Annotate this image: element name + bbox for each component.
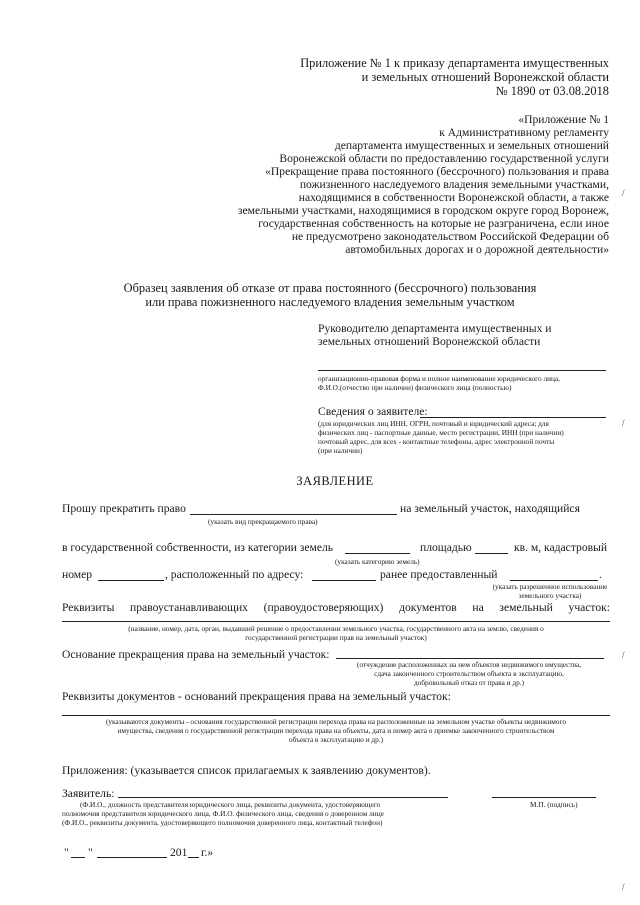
order-header-line2: и земельных отношений Воронежской области: [361, 70, 609, 84]
regulation-line: находящимися в собственности Воронежской области, а также: [298, 191, 609, 204]
applicant-hint4: (при наличии): [318, 446, 363, 455]
p2-area: площадью: [420, 541, 472, 554]
applicant-hint2: физических лиц - паспортные данные, место регистрации, ИНН (при наличии): [318, 428, 564, 437]
margin-mark: /: [622, 188, 625, 198]
p4-word: Реквизиты: [62, 601, 115, 614]
p3-hint1: (указать разрешенное использование: [492, 582, 608, 591]
p4-hint: [62, 624, 610, 642]
regulation-line: государственная собственность на которые не разграничена, если иное: [258, 217, 609, 230]
applicant-info-label: Сведения о заявителе:: [318, 405, 428, 418]
p2-start: в государственной собственности, из категории земель: [62, 541, 334, 554]
margin-mark: /: [622, 882, 625, 892]
p3-mid: , расположенный по адресу:: [165, 568, 304, 581]
p1-hint: (указать вид прекращаемого права): [208, 517, 318, 526]
addressee: [318, 322, 552, 348]
p4-word: правоустанавливающих: [130, 601, 248, 614]
p5-label: Основание прекращения права на земельный участок:: [62, 648, 330, 661]
signature-hint2: полномочия представителя юридического лица, Ф.И.О. физического лица, сведения о доверенном лице: [62, 809, 384, 818]
regulation-line: не предусмотрено законодательством Российской Федерации об: [291, 230, 609, 243]
p1-start: Прошу прекратить право: [62, 502, 186, 515]
attachments: Приложения: (указывается список прилагаемых к заявлению документов).: [62, 764, 431, 777]
stamp-label: М.П. (подпись): [530, 800, 578, 809]
p4-word: (правоудостоверяющих): [263, 601, 384, 614]
p4-word: на: [472, 601, 484, 614]
regulation-line: земельными участками, находящимися в городском округе город Воронеж,: [237, 204, 609, 217]
p3-hint2: земельного участка): [518, 591, 582, 600]
p6-label: Реквизиты документов - оснований прекращения права на земельный участок:: [62, 690, 451, 703]
p4-word: участок:: [568, 601, 610, 614]
p6-hint: [62, 717, 610, 744]
p3-hint: [480, 582, 620, 600]
applicant-info-underline: [420, 417, 606, 418]
p5-underline: [336, 658, 604, 659]
applicant-hint1: (для юридических лиц ИНН, ОГРН, почтовый и юридический адреса; для: [318, 419, 549, 428]
addressee-line1: Руководителю департамента имущественных и: [318, 322, 552, 335]
p2-end: кв. м, кадастровый: [514, 541, 608, 554]
signature-hint3: (Ф.И.О., реквизиты документа, удостоверяющего полномочия доверенного лица, контактный телефон): [62, 818, 383, 827]
order-header-line3: № 1890 от 03.08.2018: [495, 84, 609, 98]
signature-underline: [118, 797, 448, 798]
regulation-line: «Приложение № 1: [518, 113, 609, 126]
p3-use-underline: [510, 580, 598, 581]
p4-hint2: государственной регистрации прав на земельный участок): [245, 633, 427, 642]
regulation-line: к Административному регламенту: [439, 126, 609, 139]
addressee-hint1: организационно-правовая форма и полное наименование юридического лица,: [318, 374, 560, 383]
signature-hint: [62, 800, 384, 827]
p3-prev: ранее предоставленный: [380, 568, 498, 581]
date-suffix: г.»: [201, 846, 214, 859]
date-year: 201: [170, 846, 188, 859]
regulation-line: «Прекращение права постоянного (бессрочного) пользования и права: [265, 165, 609, 178]
signature-hint1: (Ф.И.О., должность представителя юридического лица, реквизиты документа, удостоверяющего: [80, 800, 381, 809]
margin-mark: /: [622, 418, 625, 428]
order-header: [300, 56, 609, 98]
sample-title: [60, 281, 600, 309]
sample-title-line1: Образец заявления об отказе от права постоянного (бессрочного) пользования: [123, 281, 537, 295]
addressee-hint: [318, 374, 560, 392]
p4-line: [62, 601, 610, 614]
signature-label: Заявитель:: [62, 787, 115, 800]
order-header-line1: Приложение № 1 к приказу департамента имущественных: [300, 56, 609, 70]
date-close-quote: ": [88, 846, 93, 859]
p5-hint2: сдача законченного строительством объекта в эксплуатацию,: [374, 669, 564, 678]
applicant-info-hint: [318, 419, 564, 455]
p6-hint2: имущества, сведения о государственной регистрации перехода права на объекты, дата и номер акта о приемке законченного строительством: [117, 726, 555, 735]
regulation-line: департамента имущественных и земельных отношений: [334, 139, 609, 152]
p5-hint1: (отчуждение расположенных на нем объектов недвижимого имущества,: [356, 660, 582, 669]
regulation-line: пожизненного наследуемого владения земельными участками,: [299, 178, 609, 191]
stamp-underline: [492, 797, 596, 798]
regulation-line: Воронежской области по предоставлению государственной услуги: [279, 152, 609, 165]
p2-area-underline: [475, 553, 508, 554]
p5-hint: [328, 660, 610, 687]
statement-title: ЗАЯВЛЕНИЕ: [296, 474, 374, 488]
p1-underline: [190, 514, 397, 515]
addressee-line2: земельных отношений Воронежской области: [318, 335, 541, 348]
date-day-underline: [71, 857, 85, 858]
regulation-header: [238, 113, 609, 256]
date-open-quote: ": [64, 846, 69, 859]
p3-address-underline: [312, 580, 376, 581]
regulation-line: автомобильных дорогах и о дорожной деятельности»: [345, 243, 609, 256]
p6-underline: [62, 715, 610, 716]
p6-hint1: (указываются документы - основания государственной регистрации перехода права на расположенные на земельном участке объекты недвижимого: [105, 717, 567, 726]
p2-hint: (указать категорию земель): [335, 557, 420, 566]
p6-hint3: объекта в эксплуатацию и др.): [288, 735, 384, 744]
p2-category-underline: [345, 553, 410, 554]
applicant-hint3: почтовый адрес, для всех - контактные телефоны, адрес электронной почты: [318, 437, 555, 446]
sample-title-line2: или права пожизненного наследуемого владения земельным участком: [145, 295, 515, 309]
p4-underline: [62, 621, 610, 622]
p4-hint1: (название, номер, дата, орган, выдавший решение о предоставлении земельного участка, государственного акта на землю, сведения о: [128, 624, 544, 633]
date-month-underline: [97, 857, 167, 858]
p3-start: номер: [62, 568, 93, 581]
addressee-hint2: Ф.И.О.(отчество при наличии) физического лица (полностью): [318, 383, 512, 392]
p5-hint3: добровольный отказ от права и др.): [413, 678, 525, 687]
p3-dot: .: [599, 568, 602, 581]
p4-word: земельный: [499, 601, 553, 614]
addressee-underline: [318, 370, 606, 371]
date-year-underline: [188, 857, 199, 858]
p1-end: на земельный участок, находящийся: [400, 502, 580, 515]
p4-word: документов: [399, 601, 457, 614]
margin-mark: /: [622, 650, 625, 660]
p3-number-underline: [98, 580, 164, 581]
